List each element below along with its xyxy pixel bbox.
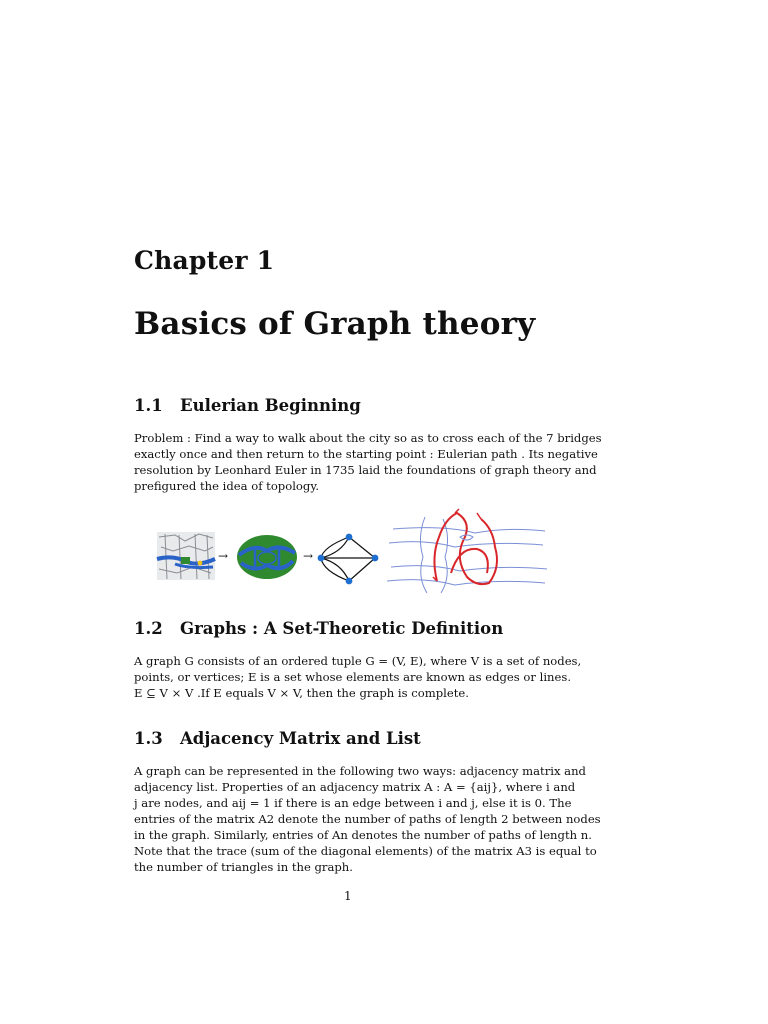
section-heading-1-2 (134, 619, 503, 638)
section-number: 1.3 (134, 729, 163, 748)
section-1-2-paragraph (134, 653, 582, 701)
arrow-icon: → (303, 549, 314, 563)
section-number: 1.2 (134, 619, 163, 638)
section-1-3-paragraph (134, 763, 601, 875)
city-map-thumbnail (157, 532, 215, 580)
chapter-label: Chapter 1 (134, 246, 275, 275)
paragraph-line: resolution by Leonhard Euler in 1735 laid the foundations of graph theory and (134, 463, 597, 477)
paragraph-line: j are nodes, and aij = 1 if there is an edge between i and j, else it is 0. The (134, 796, 572, 810)
section-title: Graphs : A Set-Theoretic Definition (180, 619, 504, 638)
paragraph-line: adjacency list. Properties of an adjacency matrix A : A = {aij}, where i and (134, 780, 576, 794)
water-land-diagram (237, 535, 297, 579)
paragraph-line: A graph can be represented in the following two ways: adjacency matrix and (134, 764, 586, 778)
walking-path-sketch (387, 509, 547, 593)
section-heading-1-3 (134, 729, 421, 748)
paragraph-line: A graph G consists of an ordered tuple G = (V, E), where V is a set of nodes, (134, 654, 582, 668)
paragraph-line: points, or vertices; E is a set whose elements are known as edges or lines. (134, 670, 572, 684)
arrow-icon: → (218, 549, 229, 563)
paragraph-line: E ⊆ V × V .If E equals V × V, then the graph is complete. (134, 686, 469, 700)
paragraph-line: Problem : Find a way to walk about the city so as to cross each of the 7 bridges (134, 431, 602, 445)
graph-node (372, 555, 379, 562)
page-number: 1 (344, 889, 352, 903)
paragraph-line: the number of triangles in the graph. (134, 860, 353, 874)
paragraph-line: entries of the matrix A2 denote the number of paths of length 2 between nodes (134, 812, 601, 826)
konigsberg-figure (155, 507, 550, 597)
section-title: Eulerian Beginning (180, 396, 361, 415)
section-number: 1.1 (134, 396, 163, 415)
paragraph-line: Note that the trace (sum of the diagonal elements) of the matrix A3 is equal to (134, 844, 597, 858)
section-1-1-paragraph (134, 430, 602, 494)
graph-node (346, 578, 353, 585)
chapter-title: Basics of Graph theory (134, 306, 536, 342)
paragraph-line: in the graph. Similarly, entries of An denotes the number of paths of length n. (134, 828, 592, 842)
konigsberg-graph (318, 534, 379, 585)
section-heading-1-1 (134, 396, 361, 415)
paragraph-line: exactly once and then return to the starting point : Eulerian path . Its negative (134, 447, 598, 461)
graph-node (346, 534, 353, 541)
graph-node (318, 555, 325, 562)
paragraph-line: prefigured the idea of topology. (134, 479, 320, 493)
section-title: Adjacency Matrix and List (180, 729, 421, 748)
